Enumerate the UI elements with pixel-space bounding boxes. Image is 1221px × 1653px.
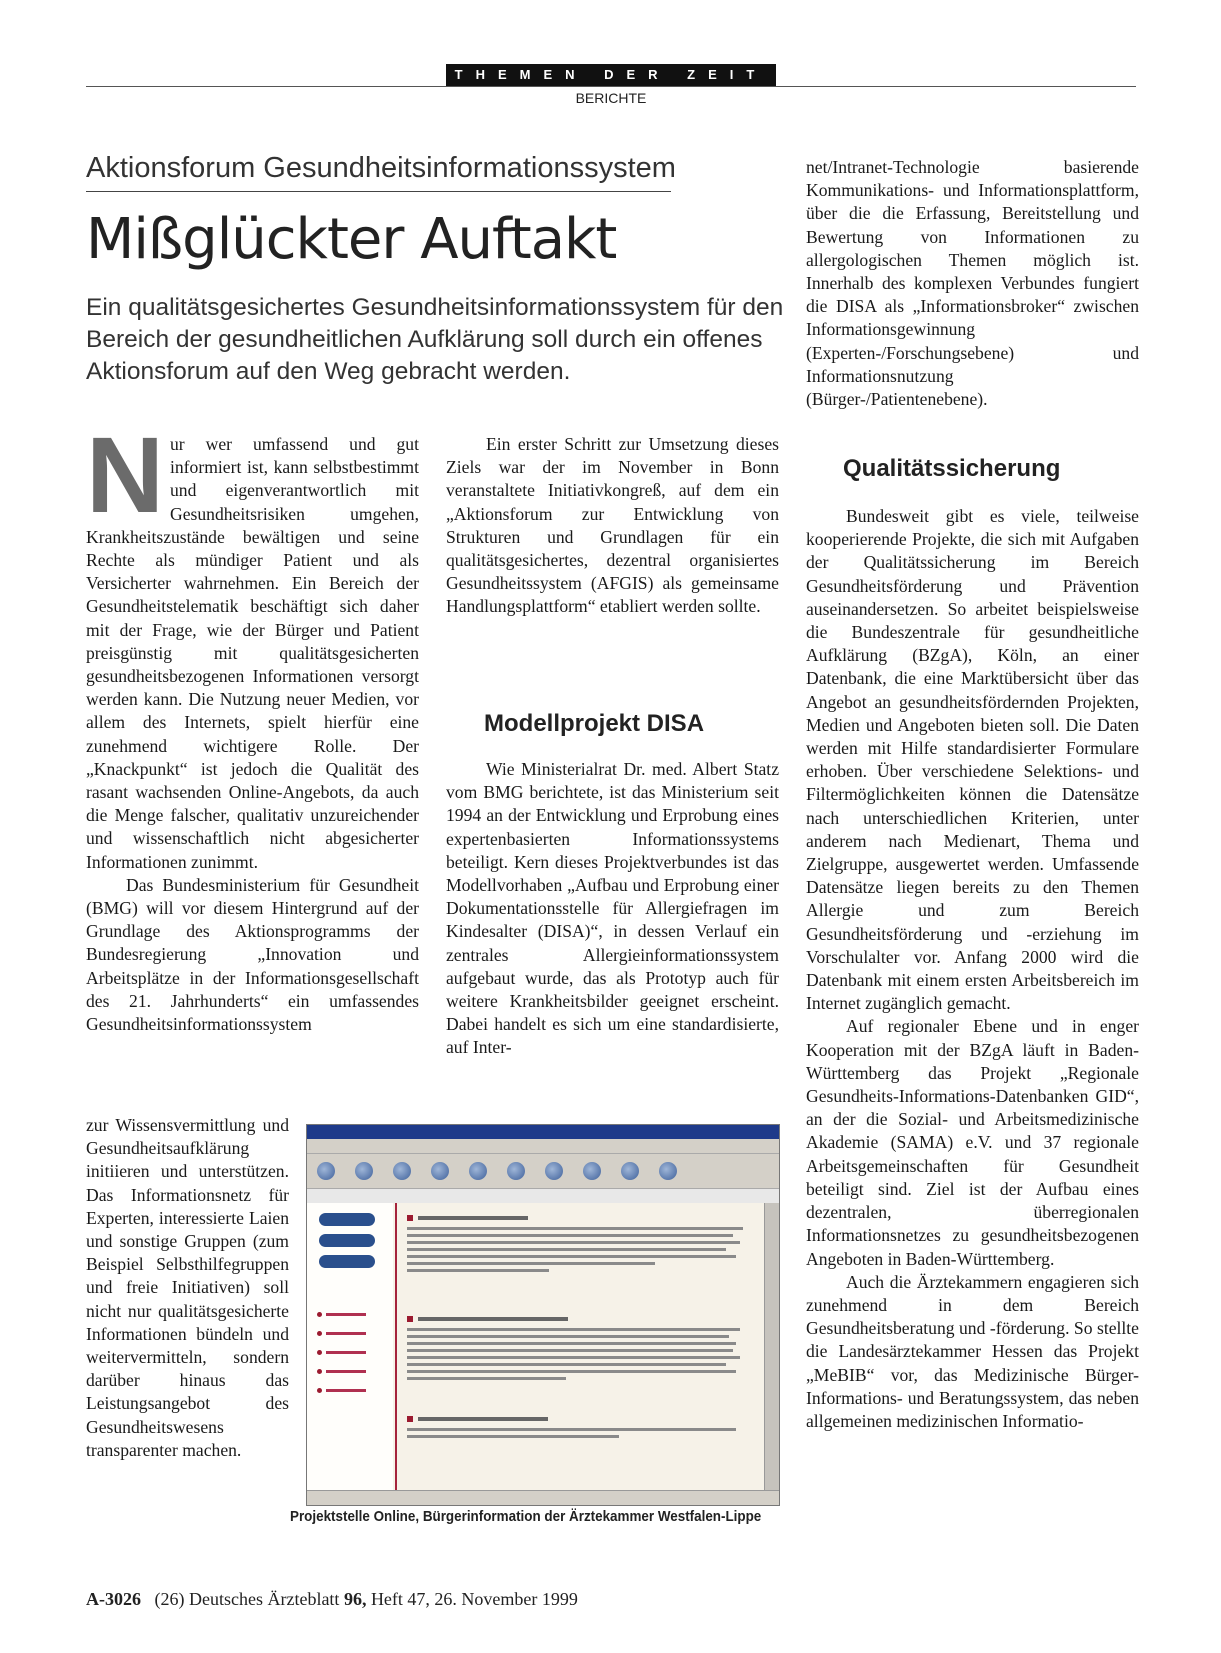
paragraph: Bundesweit gibt es viele, teilweise kooperierende Projekte, die sich mit Aufgaben der Qualitätssicherung im Bereich Gesundheitsförderung und Prävention auseinandersetzen. So arbeitet beispielsweise die Bundeszentrale für gesundheitliche Aufklärung (BZgA), Köln, an einer Datenbank, die eine Marktübersicht über das Angebot an gesundheitsfördernden Projekten, Medien und Angeboten bieten soll. Die Daten werden mit Hilfe standardisierter Formulare erhoben. Über verschiedene Selektions- und Filtermöglichkeiten können die Datensätze nach unterschiedlichen Kriterien, unter anderem nach Medienart, Thema und Zielgruppe, ausgewertet werden. Umfassende Datensätze liegen bereits zu den Themen Allergie und zum Bereich Gesundheitsförderung und -erziehung im Vorschulalter vor. Anfang 2000 wird die Datenbank mit einem ersten Arbeitsbereich im Internet zugänglich gemacht. <box>806 506 1139 1014</box>
forward-icon <box>355 1162 373 1180</box>
figure-nav-link <box>317 1388 393 1393</box>
figure-toolbar <box>307 1153 779 1189</box>
paragraph: Wie Ministerialrat Dr. med. Albert Statz vom BMG berichtete, ist das Ministerium seit 1994 an der Entwicklung und Erprobung eines expertenbasierten Informationssystems beteiligt. Kern dieses Projektverbundes ist das Modellvorhaben „Aufbau und Erprobung einer Dokumentationsstelle für Allergiefragen im Kindesalter (DISA)“, in dessen Verlauf ein zentrales Allergieinformationssystem aufgebaut wurde, das als Prototyp auch für weitere Krankheitsbilder geeignet erscheint. Dabei handelt es sich um eine standardisierte, auf Inter- <box>446 759 779 1058</box>
footer-source: (26) Deutsches Ärzteblatt <box>154 1589 340 1609</box>
column-1-narrow <box>86 1114 289 1462</box>
history-icon <box>583 1162 601 1180</box>
figure-nav-button <box>319 1255 375 1268</box>
paragraph: Ein erster Schritt zur Umsetzung dieses Ziels war der im November in Bonn veranstaltete Initiativkongreß, auf dem ein „Aktionsforum zur Entwicklung von Strukturen und Grundlagen für ein qualitätsgesichertes, dezentral organisiertes Gesundheitssystem (AFGIS) als gemeinsame Handlungsplattform“ etabliert werden sollte. <box>446 434 779 617</box>
back-icon <box>317 1162 335 1180</box>
stop-icon <box>393 1162 411 1180</box>
channels-icon <box>621 1162 639 1180</box>
figure-nav-link <box>317 1369 393 1374</box>
figure-address-bar <box>307 1189 779 1204</box>
favorites-icon <box>545 1162 563 1180</box>
article-kicker: Aktionsforum Gesundheitsinformationssystem <box>86 150 671 192</box>
figure-scrollbar <box>764 1203 779 1491</box>
figure-nav-link <box>317 1312 393 1317</box>
figure-nav-sidebar <box>307 1203 393 1505</box>
section-label: THEMEN DER ZEIT <box>446 64 776 86</box>
article-headline: Mißglückter Auftakt <box>86 207 617 272</box>
subsection-label: BERICHTE <box>575 90 647 106</box>
paragraph: zur Wissensvermittlung und Gesundheitsaufklärung initiieren und unterstützen. Das Informationsnetz für Experten, interessierte Laien und sonstige Gruppen (zum Beispiel Selbsthilfegruppen und freie Initiativen) soll nicht nur qualitätsgesicherte Informationen bündeln und weitervermitteln, sondern darüber hinaus das Leistungsangebot des Gesundheitswesens transparenter machen. <box>86 1115 289 1460</box>
figure-page-body <box>307 1203 779 1505</box>
search-icon <box>507 1162 525 1180</box>
browser-screenshot-figure <box>306 1124 780 1506</box>
column-2-continued <box>446 758 779 1060</box>
figure-divider <box>395 1203 397 1505</box>
article-lead: Ein qualitätsgesichertes Gesundheitsinformationssystem für den Bereich der gesundheitlichen Aufklärung soll durch ein offenes Aktionsforum auf den Weg gebracht werden. <box>86 294 784 385</box>
column-2 <box>446 433 779 619</box>
paragraph <box>86 414 419 874</box>
figure-content <box>407 1209 761 1505</box>
column-3-continued <box>806 505 1139 1433</box>
figure-nav-button <box>319 1213 375 1226</box>
column-1 <box>86 414 419 1036</box>
footer-volume: 96, <box>343 1589 367 1609</box>
paragraph: Auch die Ärztekammern engagieren sich zunehmend in dem Bereich Gesundheitsberatung und -förderung. So stellte die Landesärztekammer Hessen das Projekt „MeBIB“ vor, das Medizinische Bürger-Informations- und Beratungssystem, das neben allgemeinen medizinischen Informatio- <box>806 1271 1139 1431</box>
paragraph: Auf regionaler Ebene und in enger Kooperation mit der BZgA läuft in Baden-Württemberg das Projekt „Regionale Gesundheits-Informations-Datenbanken GID“, an der die Sozial- und Arbeitsmedizinische Akademie (SAMA) e.V. und 37 regionale Arbeitsgemeinschaften für Gesundheit beteiligt sind. Ziel ist der Aufbau eines dezentralen, überregionalen Informationsnetzes zu gesundheitsbezogenen Angeboten in Baden-Württemberg. <box>806 1016 1139 1269</box>
figure-nav-link <box>317 1350 393 1355</box>
figure-caption: Projektstelle Online, Bürgerinformation der Ärztekammer Westfalen-Lippe <box>290 1509 762 1525</box>
figure-menubar <box>307 1139 779 1153</box>
figure-statusbar <box>307 1490 779 1505</box>
fullscreen-icon <box>659 1162 677 1180</box>
column-3 <box>806 156 1139 411</box>
figure-nav-link <box>317 1331 393 1336</box>
refresh-icon <box>431 1162 449 1180</box>
page-footer <box>86 1589 578 1610</box>
figure-window-titlebar <box>307 1125 779 1139</box>
home-icon <box>469 1162 487 1180</box>
subheading: Modellprojekt DISA <box>484 710 705 737</box>
paragraph: net/Intranet-Technologie basierende Kommunikations- und Informationsplattform, über die die Erfassung, Bereitstellung und Bewertung von Informationen zu allergologischen Themen möglich ist. Innerhalb des komplexen Verbundes fungiert die DISA als „Informationsbroker“ zwischen Informationsgewinnung (Experten-/Forschungsebene) und Informationsnutzung (Bürger-/Patientenebene). <box>806 157 1139 410</box>
page-reference: A-3026 <box>86 1589 141 1609</box>
dropcap: N <box>86 414 164 535</box>
paragraph-text: ur wer umfassend und gut informiert ist, kann selbstbestimmt und eigenverantwortlich mit Gesundheitsrisiken umgehen, Krankheitszustände bewältigen und seine Rechte als mündiger Patient und als Versicherter wahrnehmen. Ein Bereich der Gesundheitstelematik beschäftigt sich daher mit der Frage, wie der Bürger und Patient preisgünstig mit qualitätsgesicherten gesundheitsbezogenen Informationen versorgt werden kann. Die Nutzung neuer Medien, vor allem des Internets, spielt hierfür eine zunehmend wichtigere Rolle. Der „Knackpunkt“ ist jedoch die Qualität des rasant wachsenden Online-Angebots, da auch die Menge falscher, qualitativ unzureichender und wissenschaftlich nicht abgesicherter Informationen zunimmt. <box>86 434 419 872</box>
subheading: Qualitätssicherung <box>843 455 1061 482</box>
header-rule <box>86 86 1136 87</box>
figure-nav-button <box>319 1234 375 1247</box>
footer-issue: Heft 47, 26. November 1999 <box>370 1589 578 1609</box>
paragraph: Das Bundesministerium für Gesundheit (BMG) will vor diesem Hintergrund auf der Grundlage des Aktionsprogramms der Bundesregierung „Innovation und Arbeitsplätze in der Informationsgesellschaft des 21. Jahrhunderts“ ein umfassendes Gesundheitsinformationssystem <box>86 874 419 1035</box>
